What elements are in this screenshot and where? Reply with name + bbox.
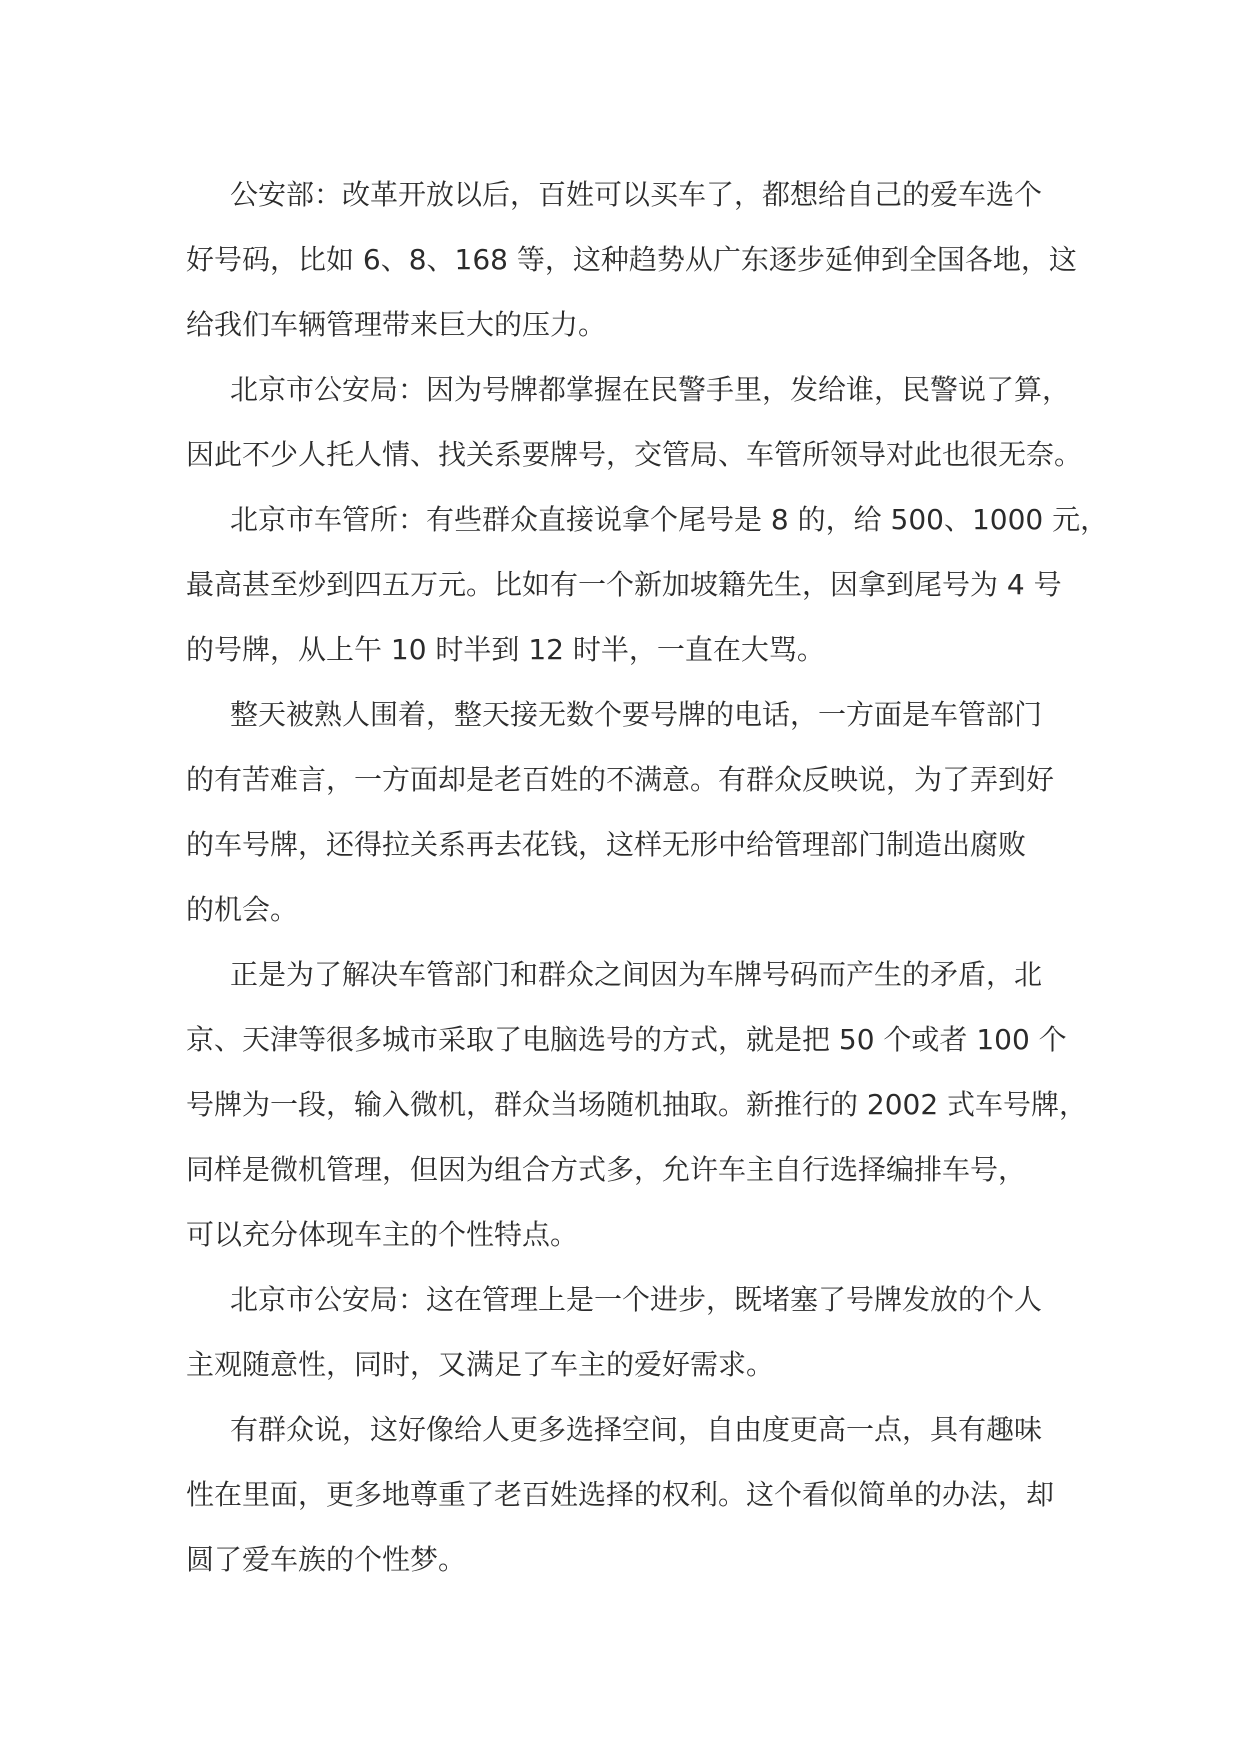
document-body <box>186 162 1109 1592</box>
text-line: 正是为了解决车管部门和群众之间因为车牌号码而产生的矛盾，北 <box>230 958 1043 991</box>
paragraph-ministry <box>186 162 1086 357</box>
text-line: 整天被熟人围着，整天接无数个要号牌的电话，一方面是车管部门 <box>230 698 1043 731</box>
text-line: 号牌为一段，输入微机，群众当场随机抽取。新推行的 2002 式车号牌， <box>186 1088 1088 1121</box>
text-line: 京、天津等很多城市采取了电脑选号的方式，就是把 50 个或者 100 个 <box>186 1023 1067 1056</box>
text-line: 北京市公安局：因为号牌都掌握在民警手里，发给谁，民警说了算， <box>230 373 1071 406</box>
text-line: 给我们车辆管理带来巨大的压力。 <box>186 308 607 341</box>
text-line: 公安部：改革开放以后，百姓可以买车了，都想给自己的爱车选个 <box>230 178 1043 211</box>
text-line: 圆了爱车族的个性梦。 <box>186 1543 467 1576</box>
text-line: 同样是微机管理，但因为组合方式多，允许车主自行选择编排车号， <box>186 1153 1027 1186</box>
paragraph-vehicle-office <box>186 487 1109 682</box>
text-line: 的车号牌，还得拉关系再去花钱，这样无形中给管理部门制造出腐败 <box>186 828 1027 861</box>
paragraph-public-opinion <box>186 1397 1086 1592</box>
text-line: 的号牌，从上午 10 时半到 12 时半，一直在大骂。 <box>186 633 825 666</box>
text-line: 有群众说，这好像给人更多选择空间，自由度更高一点，具有趣味 <box>230 1413 1043 1446</box>
text-line: 的有苦难言，一方面却是老百姓的不满意。有群众反映说，为了弄到好 <box>186 763 1055 796</box>
text-line: 主观随意性，同时，又满足了车主的爱好需求。 <box>186 1348 775 1381</box>
paragraph-acquaintances <box>186 682 1086 942</box>
text-line: 可以充分体现车主的个性特点。 <box>186 1218 579 1251</box>
paragraph-management-progress <box>186 1267 1086 1397</box>
paragraph-computer-selection <box>186 942 1086 1267</box>
text-line: 的机会。 <box>186 893 299 926</box>
text-line: 性在里面，更多地尊重了老百姓选择的权利。这个看似简单的办法，却 <box>186 1478 1055 1511</box>
text-line: 北京市车管所：有些群众直接说拿个尾号是 8 的，给 500、1000 元， <box>230 503 1109 536</box>
text-line: 北京市公安局：这在管理上是一个进步，既堵塞了号牌发放的个人 <box>230 1283 1043 1316</box>
text-line: 最高甚至炒到四五万元。比如有一个新加坡籍先生，因拿到尾号为 4 号 <box>186 568 1062 601</box>
text-line: 因此不少人托人情、找关系要牌号，交管局、车管所领导对此也很无奈。 <box>186 438 1083 471</box>
text-line: 好号码，比如 6、8、168 等，这种趋势从广东逐步延伸到全国各地，这 <box>186 243 1077 276</box>
paragraph-beijing-police <box>186 357 1086 487</box>
